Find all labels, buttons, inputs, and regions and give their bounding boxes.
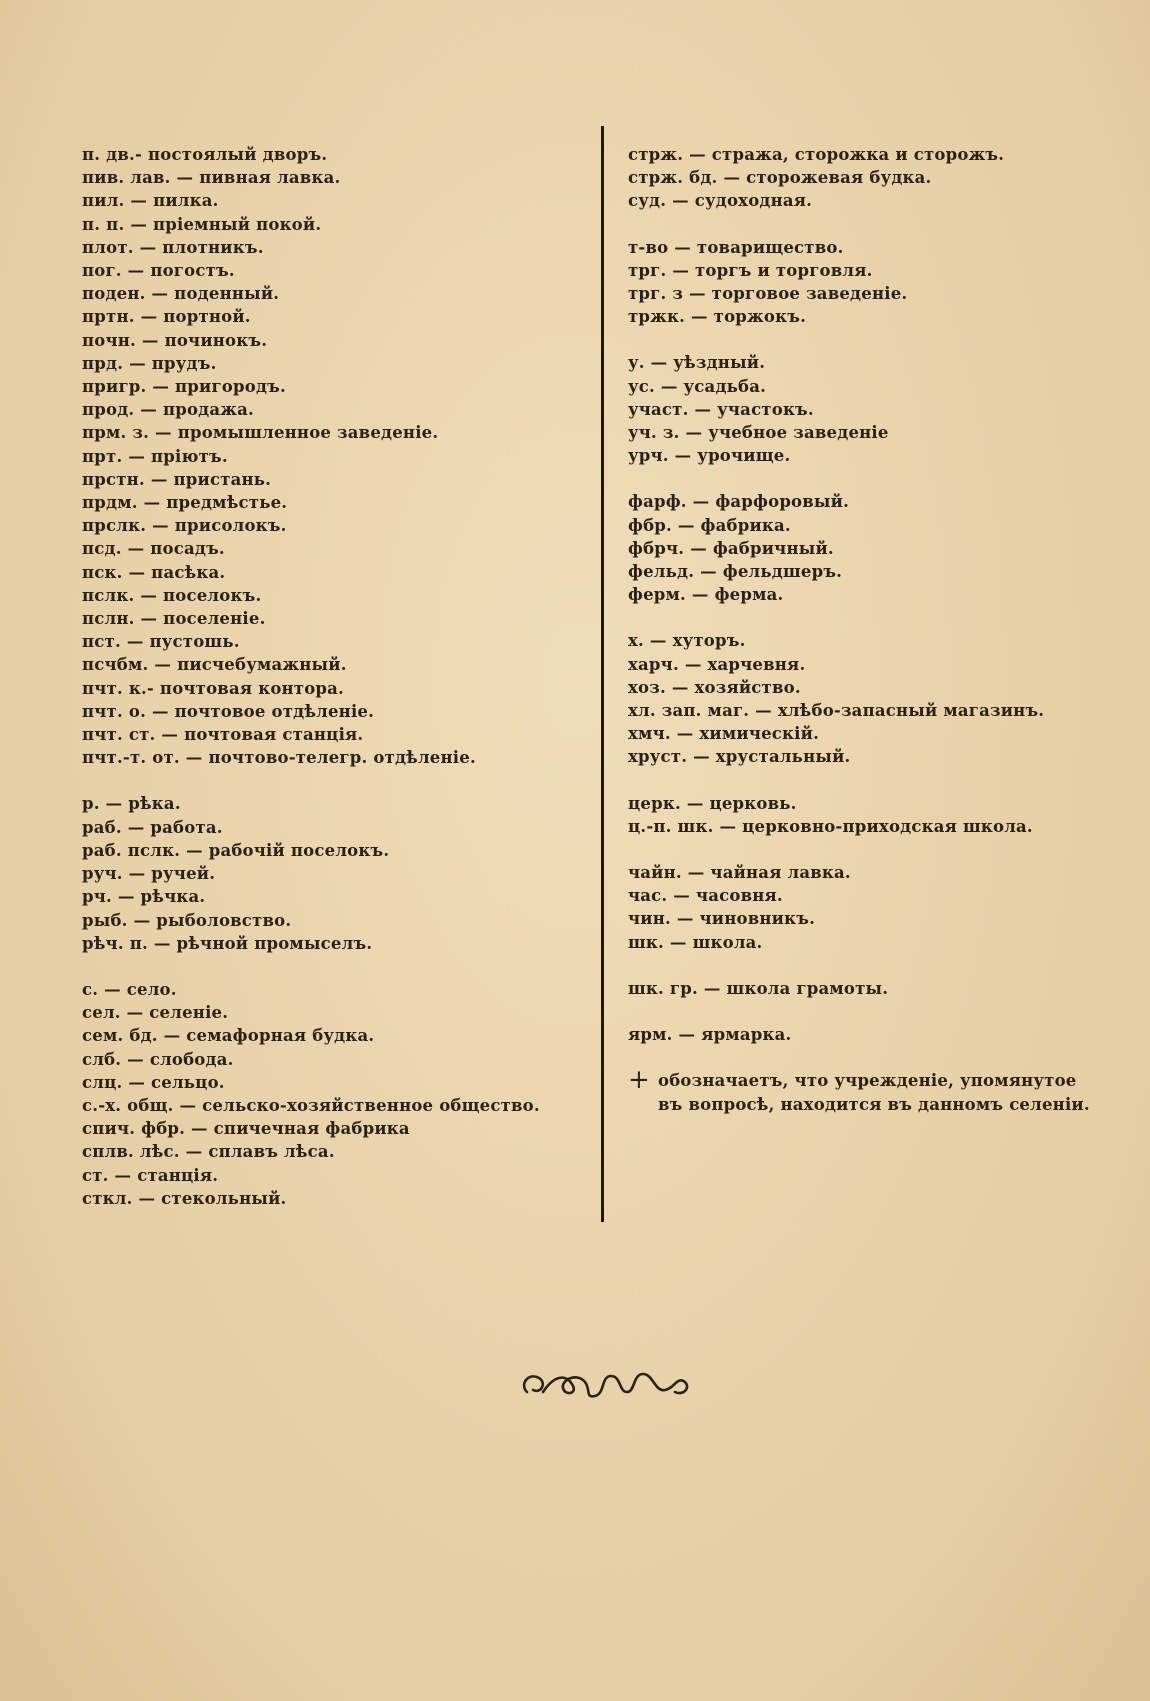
abbrev-entry: стрж. — стража, сторожка и сторожъ.: [628, 145, 1005, 164]
abbrev-entry: ст. — станція.: [82, 1165, 219, 1185]
abbrev-entry: пил. — пилка.: [82, 191, 219, 211]
abbrev-entry: уч. з. — учебное заведеніе: [628, 423, 889, 443]
abbrev-group-f: [628, 490, 1133, 606]
abbrev-entry: прд. — прудъ.: [82, 353, 217, 373]
footnote-line: обозначаетъ, что учрежденіе, упомянутое: [658, 1071, 1077, 1091]
abbrev-entry: пртн. — портной.: [82, 307, 251, 327]
abbrev-entry: плот. — плотникъ.: [82, 237, 264, 257]
abbrev-entry: чайн. — чайная лавка.: [628, 863, 851, 883]
abbrev-entry: участ. — участокъ.: [628, 399, 814, 419]
abbrev-entry: п. п. — пріемный покой.: [82, 214, 322, 234]
abbrev-entry: сел. — селеніе.: [82, 1003, 229, 1023]
abbrev-entry: сем. бд. — семафорная будка.: [82, 1026, 375, 1046]
abbrev-entry: прт. — пріютъ.: [82, 446, 228, 466]
abbrev-group-t: [628, 236, 1133, 329]
abbrev-entry: сплв. лѣс. — сплавъ лѣса.: [82, 1142, 335, 1162]
abbrev-group-sh: [628, 977, 1133, 1000]
abbrev-group-s-cont: [628, 143, 1133, 213]
abbrev-group-r: [82, 792, 572, 954]
abbrev-entry: раб. — работа.: [82, 817, 223, 837]
abbrev-entry: ярм. — ярмарка.: [628, 1025, 792, 1045]
abbrev-entry: пслк. — поселокъ.: [82, 585, 262, 605]
abbrev-entry: фарф. — фарфоровый.: [628, 492, 850, 512]
abbrev-entry: т-во — товарищество.: [628, 237, 844, 257]
abbrev-group-u: [628, 351, 1133, 467]
footnote-line: въ вопросѣ, находится въ данномъ селеніи.: [658, 1094, 1090, 1114]
abbrev-entry: рыб. — рыболовство.: [82, 910, 292, 930]
abbrev-group-ts: [628, 792, 1133, 838]
abbrev-entry: ус. — усадьба.: [628, 376, 767, 396]
abbrev-entry: трг. з — торговое заведеніе.: [628, 284, 908, 304]
abbrev-entry: спич. фбр. — спичечная фабрика: [82, 1119, 410, 1139]
abbrev-entry: прдм. — предмѣстье.: [82, 493, 288, 513]
abbrev-group-h: [628, 629, 1133, 768]
abbrev-entry: шк. гр. — школа грамоты.: [628, 978, 889, 998]
abbrev-entry: хруст. — хрустальный.: [628, 747, 851, 767]
abbrev-entry: пригр. — пригородъ.: [82, 377, 286, 397]
abbrev-entry: сткл. — стекольный.: [82, 1188, 287, 1208]
abbrev-entry: ц.-п. шк. — церковно-приходская школа.: [628, 816, 1033, 836]
abbrev-group-p: [82, 143, 572, 769]
abbrev-entry: урч. — урочище.: [628, 446, 791, 466]
abbrev-entry: пст. — пустошь.: [82, 632, 240, 652]
abbrev-entry: пчт.-т. от. — почтово-телегр. отдѣленіе.: [82, 748, 476, 768]
abbrev-group-ya: [628, 1023, 1133, 1046]
right-column: [628, 143, 1133, 1116]
abbrev-entry: у. — уѣздный.: [628, 353, 766, 373]
abbrev-entry: пслн. — поселеніе.: [82, 609, 266, 629]
left-column: [82, 143, 572, 1233]
plus-sign-icon: +: [628, 1065, 650, 1096]
abbrev-entry: пог. — погостъ.: [82, 261, 235, 281]
abbrev-entry: пчт. к.- почтовая контора.: [82, 678, 344, 698]
footnote: [628, 1065, 1133, 1116]
abbrev-entry: слб. — слобода.: [82, 1049, 234, 1069]
abbrev-entry: прслк. — присолокъ.: [82, 516, 287, 536]
abbrev-entry: поден. — поденный.: [82, 284, 280, 304]
abbrev-entry: рч. — рѣчка.: [82, 887, 206, 907]
abbrev-entry: харч. — харчевня.: [628, 654, 806, 674]
abbrev-entry: хмч. — химическій.: [628, 724, 820, 744]
abbrev-group-s: [82, 978, 572, 1210]
abbrev-group-ch: [628, 861, 1133, 954]
abbrev-entry: прм. з. — промышленное заведеніе.: [82, 423, 439, 443]
decorative-flourish-icon: [515, 1362, 695, 1406]
abbrev-entry: рѣч. п. — рѣчной промыселъ.: [82, 933, 373, 953]
abbrev-entry: час. — часовня.: [628, 886, 783, 906]
abbrev-entry: суд. — судоходная.: [628, 191, 813, 211]
abbrev-entry: хл. зап. маг. — хлѣбо-запасный магазинъ.: [628, 701, 1045, 721]
abbrev-entry: с.-х. общ. — сельско-хозяйственное общество.: [82, 1095, 540, 1115]
abbrev-entry: почн. — починокъ.: [82, 330, 268, 350]
abbrev-entry: псчбм. — писчебумажный.: [82, 655, 347, 675]
abbrev-entry: пив. лав. — пивная лавка.: [82, 168, 341, 188]
column-divider: [601, 126, 604, 1222]
abbrev-entry: фбр. — фабрика.: [628, 515, 791, 535]
abbrev-entry: с. — село.: [82, 979, 177, 999]
abbrev-entry: руч. — ручей.: [82, 864, 216, 884]
abbrev-entry: х. — хуторъ.: [628, 631, 746, 651]
abbrev-entry: фельд. — фельдшеръ.: [628, 562, 843, 582]
abbrev-entry: прод. — продажа.: [82, 400, 254, 420]
abbrev-entry: шк. — школа.: [628, 932, 763, 952]
abbrev-entry: тржк. — торжокъ.: [628, 307, 807, 327]
abbrev-entry: трг. — торгъ и торговля.: [628, 260, 873, 280]
abbrev-entry: п. дв.- постоялый дворъ.: [82, 145, 328, 164]
abbrev-entry: прстн. — пристань.: [82, 469, 272, 489]
abbrev-entry: пчт. о. — почтовое отдѣленіе.: [82, 701, 375, 721]
abbrev-entry: стрж. бд. — сторожевая будка.: [628, 168, 932, 188]
abbrev-entry: ферм. — ферма.: [628, 585, 784, 605]
abbrev-entry: пчт. ст. — почтовая станція.: [82, 725, 364, 745]
abbrev-entry: раб. пслк. — рабочій поселокъ.: [82, 840, 390, 860]
abbrev-entry: слц. — сельцо.: [82, 1072, 225, 1092]
footnote-text: [658, 1069, 1090, 1116]
abbrev-entry: псд. — посадъ.: [82, 539, 225, 559]
abbrev-entry: пск. — пасѣка.: [82, 562, 226, 582]
abbrev-entry: хоз. — хозяйство.: [628, 677, 801, 697]
abbrev-entry: р. — рѣка.: [82, 794, 181, 814]
abbrev-entry: чин. — чиновникъ.: [628, 909, 816, 929]
abbrev-entry: церк. — церковь.: [628, 793, 797, 813]
abbrev-entry: фбрч. — фабричный.: [628, 538, 834, 558]
